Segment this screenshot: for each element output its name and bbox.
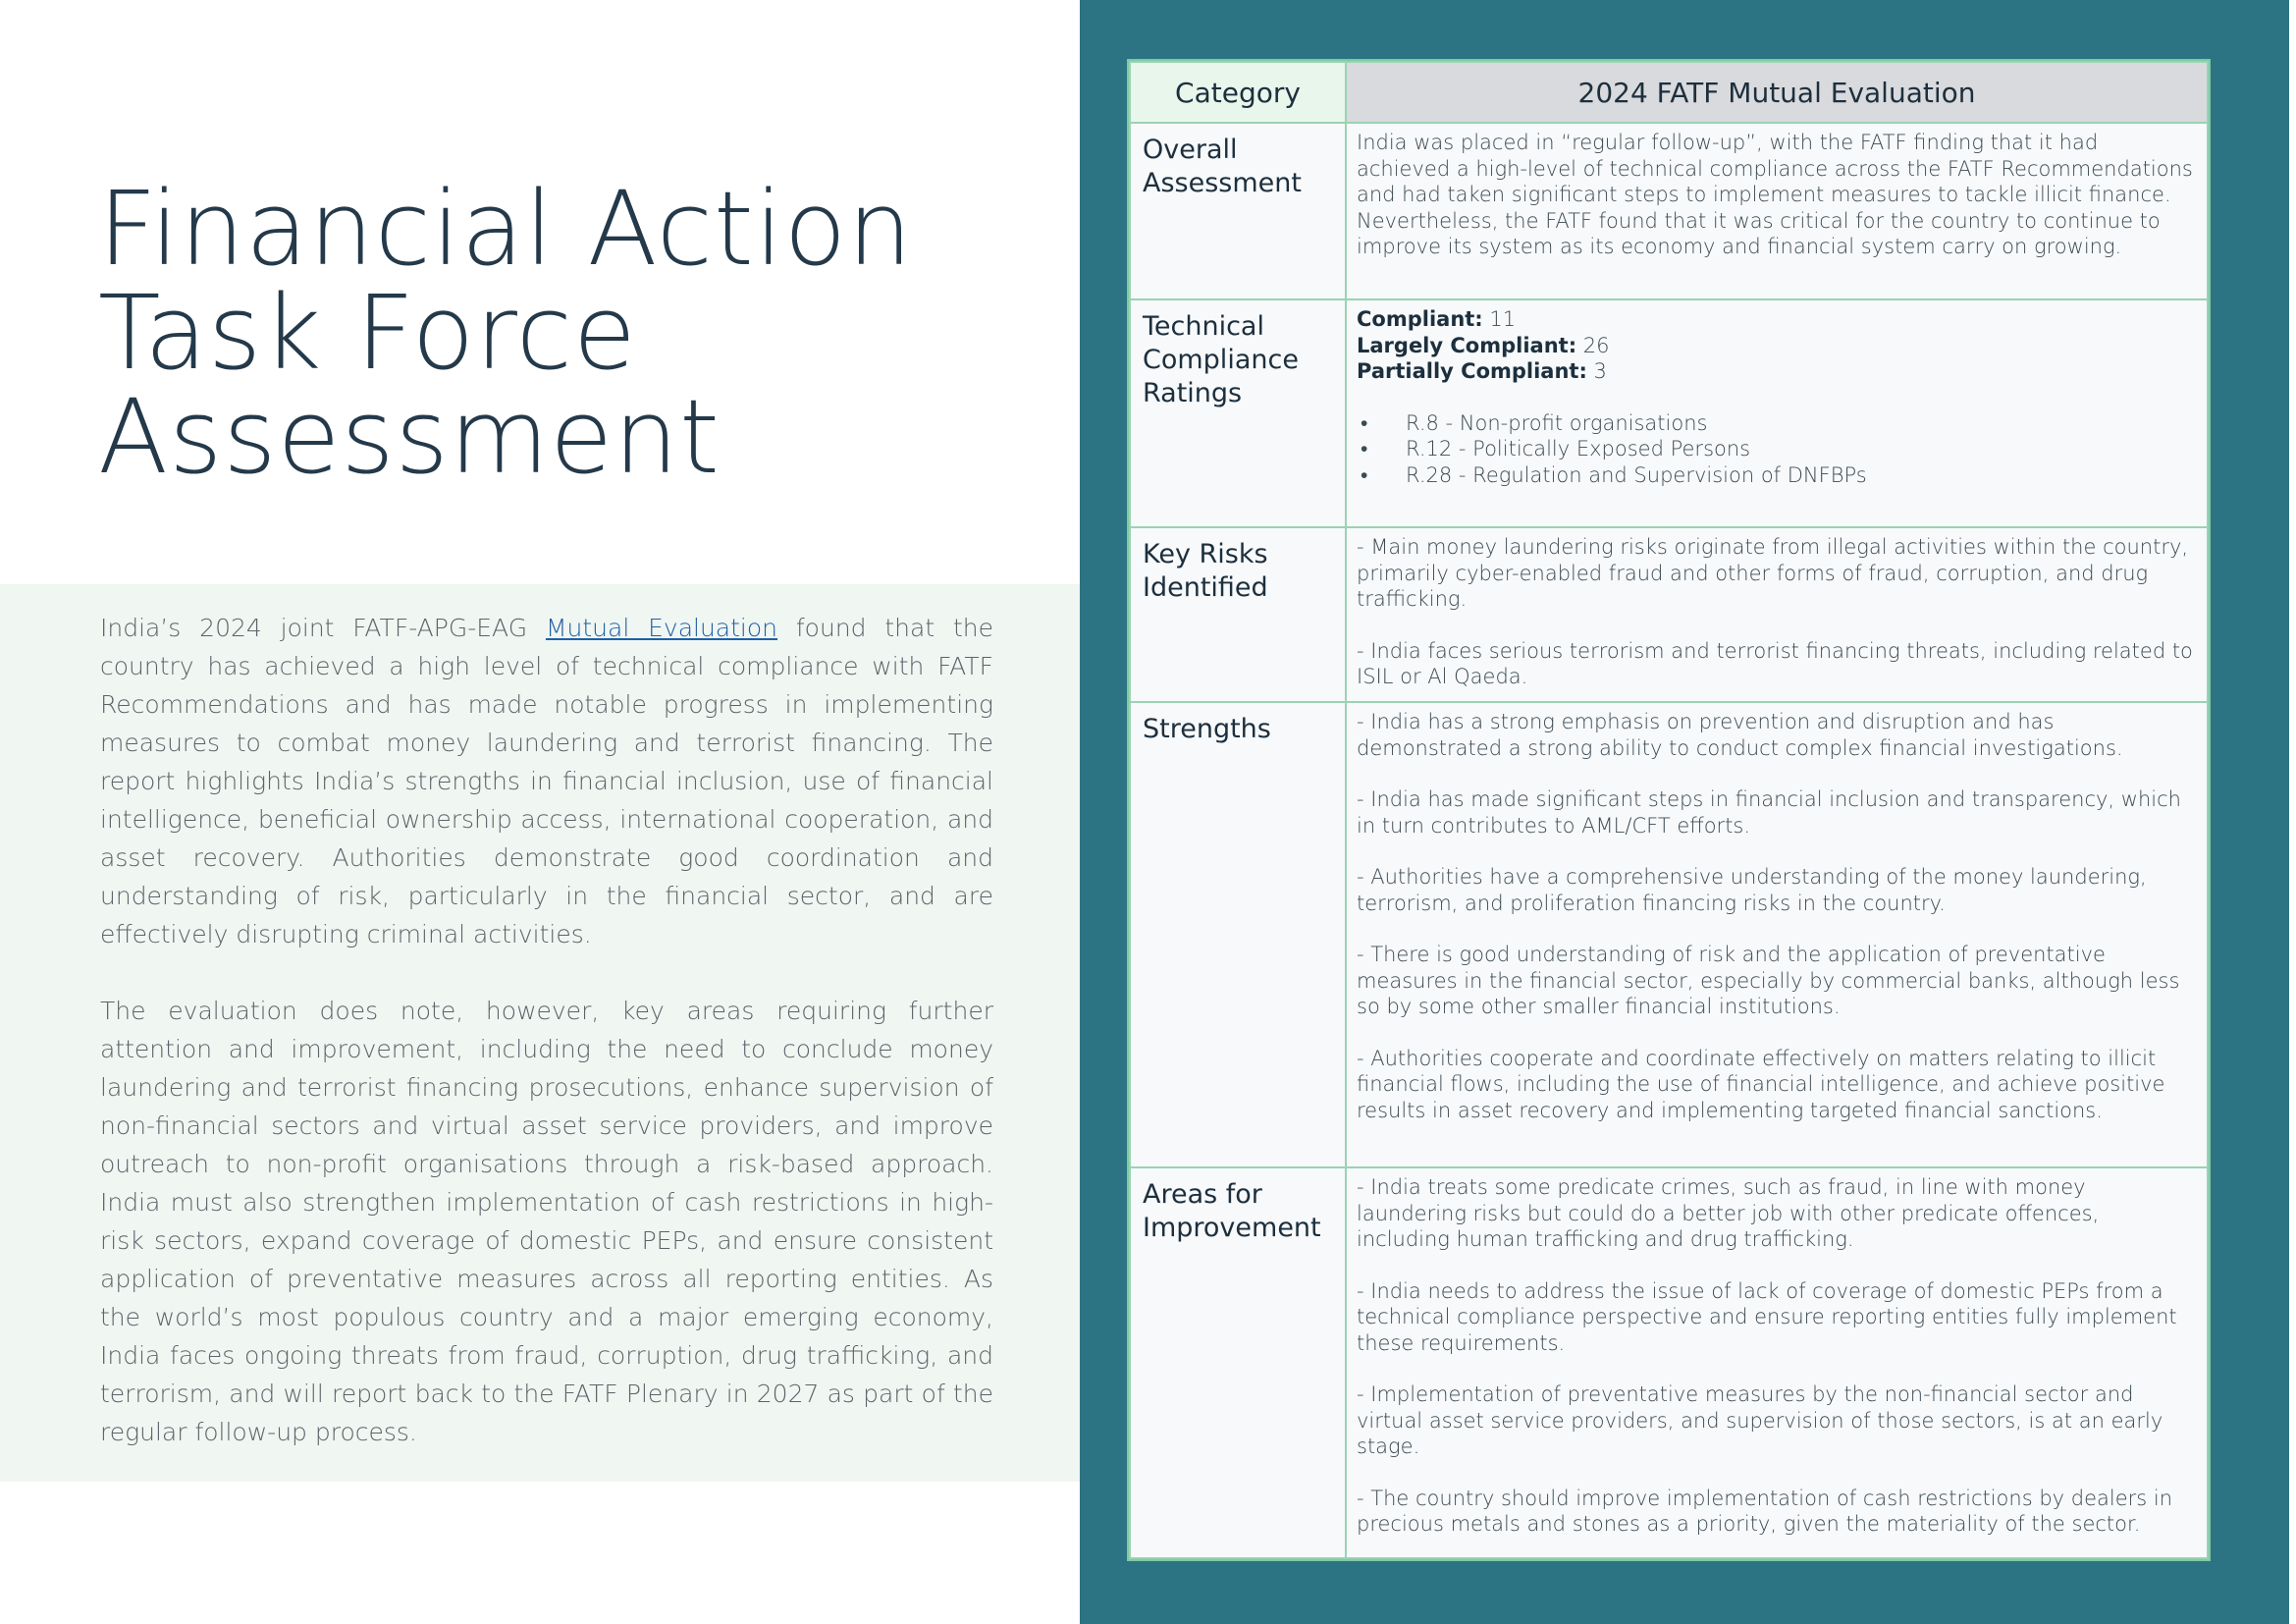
table-row	[1130, 527, 2208, 702]
mutual-evaluation-link[interactable]: Mutual Evaluation	[545, 614, 778, 642]
evaluation-table	[1129, 61, 2209, 1559]
list-item: • R.28 - Regulation and Supervision of DNFBPs	[1357, 462, 2197, 489]
intro-paragraph-2: The evaluation does note, however, key areas requiring further attention and improvement, including the need to conclude money laundering and terrorist financing prosecutions, enhance supervision of non-financial sectors and virtual asset service providers, and improve outreach to non-profit organisations through a risk-based approach. India must also strengthen implementation of cash restrictions in high-risk sectors, expand coverage of domestic PEPs, and ensure consistent application of preventative measures across all reporting entities. As the world’s most populous country and a major emerging economy, India faces ongoing threats from fraud, corruption, drug trafficking, and terrorism, and will report back to the FATF Plenary in 2027 as part of the regular follow-up process.	[100, 997, 993, 1446]
row-category-overall: Overall Assessment	[1130, 123, 1346, 299]
overall-text: India was placed in “regular follow-up”, with the FATF finding that it had achieved a high-level of technical compliance across the FATF Recommendations and had taken significant steps to implement measures to tackle illicit finance. Nevertheless, the FATF found that it was critical for the country to continue to improve its system as its economy and financial system carry on growing.	[1357, 131, 2193, 258]
partially-compliant-list	[1357, 410, 2197, 489]
row-body-technical	[1346, 299, 2208, 527]
page-title	[98, 169, 1060, 497]
compliant-label: Compliant:	[1357, 307, 1483, 331]
rating-compliant	[1357, 306, 2197, 333]
table-header-row	[1130, 62, 2208, 123]
strengths-p4: - There is good understanding of risk and the application of preventative measures in the financial sector, especially by commercial banks, although less so by some other smaller financial institutions.	[1357, 943, 2180, 1018]
row-body-risks	[1346, 527, 2208, 702]
risks-p1: - Main money laundering risks originate from illegal activities within the country, primarily cyber-enabled fraud and other forms of fraud, corruption, and drug trafficking.	[1357, 535, 2189, 611]
row-category-risks: Key Risks Identified	[1130, 527, 1346, 702]
intro-p1-end: found that the country has achieved a high level of technical compliance with FATF Recommendations and has made notable progress in implementing measures to combat money laundering and terrorist financing. The report highlights India’s strengths in financial inclusion, use of financial intelligence, beneficial ownership access, international cooperation, and asset recovery. Authorities demonstrate good coordination and understanding of risk, particularly in the financial sector, and are effectively disrupting criminal activities.	[100, 614, 994, 948]
compliant-value: 11	[1482, 307, 1517, 331]
strengths-p5: - Authorities cooperate and coordinate effectively on matters relating to illicit financial flows, including the use of financial intelligence, and achieve positive results in asset recovery and implementing targeted financial sanctions.	[1357, 1046, 2165, 1122]
row-category-technical: Technical Compliance Ratings	[1130, 299, 1346, 527]
improvement-p4: - The country should improve implementation of cash restrictions by dealers in precious metals and stones as a priority, given the materiality of the sector.	[1357, 1486, 2173, 1536]
row-category-strengths: Strengths	[1130, 702, 1346, 1167]
table-row	[1130, 1167, 2208, 1558]
row-category-improvement: Areas for Improvement	[1130, 1167, 1346, 1558]
partially-label: Partially Compliant:	[1357, 359, 1587, 383]
strengths-p1: - India has a strong emphasis on prevention and disruption and has demonstrated a strong ability to conduct complex financial investigations.	[1357, 710, 2123, 760]
row-body-improvement	[1346, 1167, 2208, 1558]
list-item: • R.12 - Politically Exposed Persons	[1357, 436, 2197, 462]
header-category: Category	[1130, 62, 1346, 123]
title-line-1: Financial Action	[98, 169, 914, 289]
row-body-strengths	[1346, 702, 2208, 1167]
intro-text	[100, 609, 993, 1489]
largely-value: 26	[1576, 333, 1610, 357]
improvement-p1: - India treats some predicate crimes, such as fraud, in line with money laundering risks but could do a better job with other predicate offences, including human trafficking and drug trafficking.	[1357, 1175, 2100, 1251]
title-line-3: Assessment	[98, 377, 721, 497]
row-body-overall	[1346, 123, 2208, 299]
risks-p2: - India faces serious terrorism and terrorist financing threats, including related to ISIL or Al Qaeda.	[1357, 638, 2193, 688]
table-row	[1130, 123, 2208, 299]
intro-paragraph-1	[100, 609, 993, 953]
header-evaluation: 2024 FATF Mutual Evaluation	[1346, 62, 2208, 123]
list-item: • R.8 - Non-profit organisations	[1357, 410, 2197, 437]
improvement-p2: - India needs to address the issue of lack of coverage of domestic PEPs from a technical compliance perspective and ensure reporting entities fully implement these requirements.	[1357, 1278, 2177, 1355]
table-row	[1130, 299, 2208, 527]
strengths-p3: - Authorities have a comprehensive understanding of the money laundering, terrorism, and proliferation financing risks in the country.	[1357, 865, 2147, 915]
largely-label: Largely Compliant:	[1357, 333, 1577, 357]
partially-value: 3	[1586, 359, 1607, 383]
evaluation-table-card	[1127, 59, 2211, 1561]
improvement-p3: - Implementation of preventative measures by the non-financial sector and virtual asset service providers, and supervision of those sectors, is at an early stage.	[1357, 1382, 2163, 1458]
rating-largely	[1357, 333, 2197, 359]
title-line-2: Task Force	[98, 273, 637, 393]
intro-p1-start: India’s 2024 joint FATF-APG-EAG	[100, 614, 546, 642]
table-row	[1130, 702, 2208, 1167]
strengths-p2: - India has made significant steps in financial inclusion and transparency, which in turn contributes to AML/CFT efforts.	[1357, 787, 2181, 838]
rating-partially	[1357, 358, 2197, 385]
